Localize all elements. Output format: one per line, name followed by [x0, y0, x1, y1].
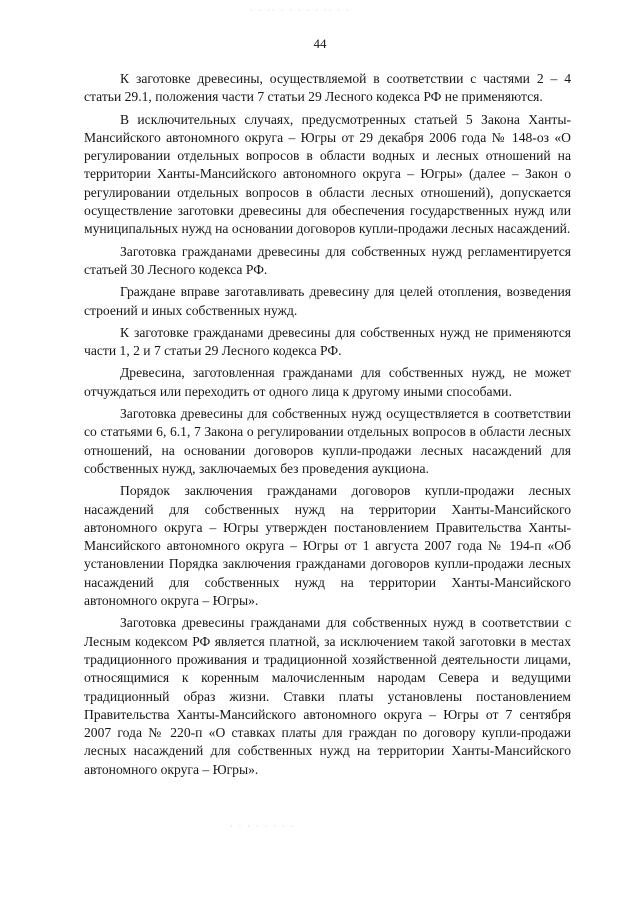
scan-artifact-top: · · ·· · · · · · ·· · ·	[250, 6, 351, 15]
paragraph-7: Заготовка древесины для собственных нужд осуществляется в соответствии со статьями 6, 6.1, 7 Закона о регулировании отдельных вопросов в области лесных отношений, на основании договоров купли-продажи лесных насаждений для собственных нужд, заключаемых без проведения аукциона.	[84, 406, 571, 476]
paragraph-4: Граждане вправе заготавливать древесину для целей отопления, возведения строений и иных собственных нужд.	[84, 284, 571, 318]
paragraph-8: Порядок заключения гражданами договоров купли-продажи лесных насаждений для собственных нужд на территории Ханты-Мансийского автономного округа – Югры утвержден постановлением Правительства Ханты-Мансийского автономного округа – Югры от 1 августа 2007 года № 194-п «Об установлении Порядка заключения гражданами договоров купли-продажи лесных насаждений для собственных нужд на территории Ханты-Мансийского автономного округа – Югры».	[84, 483, 571, 609]
paragraph-2: В исключительных случаях, предусмотренных статьей 5 Закона Ханты-Мансийского автономного округа – Югры от 29 декабря 2006 года № 148-оз «О регулировании отдельных вопросов в области водных и лесных отношений на территории Ханты-Мансийского автономного округа – Югры» (далее – Закон о регулировании отдельных вопросов в области лесных отношений), допускается осуществление заготовки древесины для обеспечения государственных нужд или муниципальных нужд на основании договоров купли-продажи лесных насаждений.	[84, 111, 571, 237]
paragraph-9: Заготовка древесины гражданами для собственных нужд в соответствии с Лесным кодексом РФ является платной, за исключением такой заготовки в местах традиционного проживания и традиционной хозяйственной деятельности лицами, относящимися к коренным малочисленным народам Севера и ведущими традиционный образ жизни. Ставки платы установлены постановлением Правительства Ханты-Мансийского автономного округа – Югры от 7 сентября 2007 года № 220-п «О ставках платы для граждан по договору купли-продажи лесных насаждений для собственных нужд на территории Ханты-Мансийского автономного округа – Югры».	[84, 615, 571, 777]
scan-artifact-bottom: · · · · · · · ·	[230, 822, 296, 831]
paragraph-6: Древесина, заготовленная гражданами для собственных нужд, не может отчуждаться или переходить от одного лица к другому иными способами.	[84, 365, 571, 399]
paragraph-5: К заготовке гражданами древесины для собственных нужд не применяются части 1, 2 и 7 статьи 29 Лесного кодекса РФ.	[84, 324, 571, 359]
paragraph-1: К заготовке древесины, осуществляемой в соответствии с частями 2 – 4 статьи 29.1, положения части 7 статьи 29 Лесного кодекса РФ не применяются.	[84, 71, 571, 105]
page-number: 44	[313, 36, 327, 51]
paragraph-3: Заготовка гражданами древесины для собственных нужд регламентируется статьей 30 Лесного кодекса РФ.	[84, 243, 571, 277]
document-body	[84, 70, 571, 783]
